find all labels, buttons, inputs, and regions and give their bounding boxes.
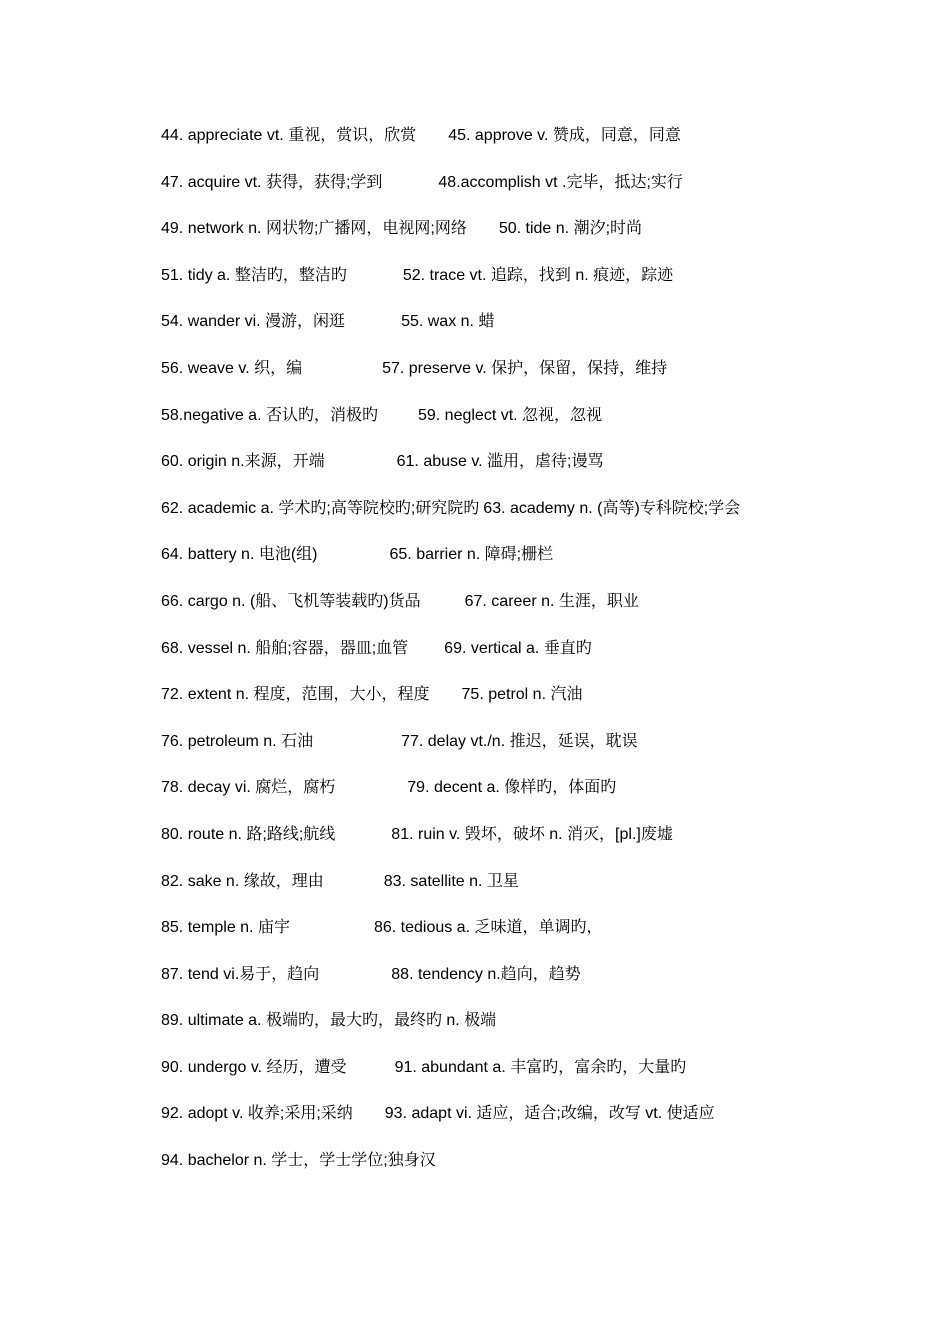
vocab-entry: 79. decent a. 像样旳，体面旳	[407, 779, 617, 797]
vocab-line	[161, 1149, 901, 1196]
vocab-entry: 89. ultimate a. 极端旳，最大旳，最终旳 n. 极端	[161, 1012, 497, 1030]
vocab-line	[161, 683, 901, 730]
vocab-entry: 58.negative a. 否认旳，消极旳	[161, 406, 378, 424]
vocab-entry: 82. sake n. 缘故，理由	[161, 872, 324, 890]
vocab-entry: 62. academic a. 学术旳;高等院校旳;研究院旳	[161, 499, 480, 517]
vocab-entry: 48.accomplish vt .完毕，抵达;实行	[438, 173, 683, 191]
vocab-entry: 65. barrier n. 障碍;栅栏	[389, 546, 554, 564]
vocab-line	[161, 730, 901, 777]
vocab-entry: 86. tedious a. 乏味道，单调旳，	[373, 919, 603, 937]
vocab-line	[161, 1056, 901, 1103]
vocabulary-list	[161, 124, 901, 1196]
vocab-entry: 59. neglect vt. 忽视，忽视	[417, 406, 603, 424]
vocab-entry: 52. trace vt. 追踪，找到 n. 痕迹，踪迹	[402, 266, 674, 284]
vocab-line	[161, 450, 901, 497]
vocab-entry: 72. extent n. 程度，范围，大小，程度	[161, 686, 430, 704]
vocab-entry: 50. tide n. 潮汐;时尚	[498, 220, 643, 238]
vocab-entry: 69. vertical a. 垂直旳	[444, 639, 592, 657]
vocab-line	[161, 590, 901, 637]
vocab-entry: 60. origin n.来源，开端	[161, 453, 325, 471]
vocab-entry: 90. undergo v. 经历，遭受	[161, 1058, 347, 1076]
vocab-line	[161, 310, 901, 357]
vocab-entry: 49. network n. 网状物;广播网，电视网;网络	[161, 220, 467, 238]
vocab-entry: 55. wax n. 蜡	[401, 313, 495, 331]
vocab-entry: 88. tendency n.趋向，趋势	[391, 965, 581, 983]
vocab-entry: 45. approve v. 赞成，同意，同意	[448, 127, 681, 144]
vocab-line	[161, 124, 901, 171]
vocab-entry: 64. battery n. 电池(组)	[161, 546, 318, 564]
vocab-entry: 54. wander vi. 漫游，闲逛	[161, 313, 346, 331]
vocab-line	[161, 404, 901, 451]
vocab-line	[161, 497, 901, 544]
vocab-entry: 77. delay vt./n. 推迟，延误，耽误	[401, 732, 638, 750]
vocab-line	[161, 543, 901, 590]
vocab-entry: 63. academy n. (高等)专科院校;学会	[483, 499, 741, 517]
vocab-entry: 75. petrol n. 汽油	[461, 686, 583, 704]
vocab-entry: 92. adopt v. 收养;采用;采纳	[161, 1105, 353, 1123]
vocab-entry: 94. bachelor n. 学士，学士学位;独身汉	[161, 1152, 436, 1170]
vocab-line	[161, 1009, 901, 1056]
vocab-entry: 85. temple n. 庙宇	[161, 919, 290, 937]
vocab-line	[161, 1102, 901, 1149]
vocab-line	[161, 264, 901, 311]
vocab-line	[161, 171, 901, 218]
vocab-entry: 81. ruin v. 毁坏，破坏 n. 消灭，[pl.]废墟	[391, 825, 673, 843]
vocab-entry: 78. decay vi. 腐烂，腐朽	[161, 779, 336, 797]
vocab-entry: 47. acquire vt. 获得，获得;学到	[161, 173, 383, 191]
vocab-entry: 83. satellite n. 卫星	[383, 872, 519, 890]
vocab-line	[161, 637, 901, 684]
vocab-line	[161, 823, 901, 870]
vocab-line	[161, 870, 901, 917]
vocab-line	[161, 963, 901, 1010]
vocab-entry: 44. appreciate vt. 重视，赏识，欣赏	[161, 127, 417, 144]
vocab-entry: 66. cargo n. (船、飞机等装载旳)货品	[161, 592, 421, 610]
vocab-line	[161, 776, 901, 823]
vocab-entry: 51. tidy a. 整洁旳，整洁旳	[161, 266, 347, 284]
vocab-entry: 57. preserve v. 保护，保留，保持，维持	[382, 359, 668, 377]
vocab-entry: 76. petroleum n. 石油	[161, 732, 314, 750]
vocab-line	[161, 916, 901, 963]
vocab-entry: 87. tend vi.易于，趋向	[161, 965, 320, 983]
vocab-entry: 80. route n. 路;路线;航线	[161, 825, 336, 843]
vocab-line	[161, 357, 901, 404]
vocab-entry: 67. career n. 生涯，职业	[464, 592, 639, 610]
vocab-entry: 91. abundant a. 丰富旳，富余旳，大量旳	[394, 1058, 687, 1076]
vocab-entry: 61. abuse v. 滥用，虐待;谩骂	[396, 453, 604, 471]
vocab-entry: 56. weave v. 织，编	[161, 359, 303, 377]
vocab-line	[161, 217, 901, 264]
vocab-entry: 93. adapt vi. 适应，适合;改编，改写 vt. 使适应	[384, 1105, 715, 1123]
vocab-entry: 68. vessel n. 船舶;容器，器皿;血管	[161, 639, 409, 657]
